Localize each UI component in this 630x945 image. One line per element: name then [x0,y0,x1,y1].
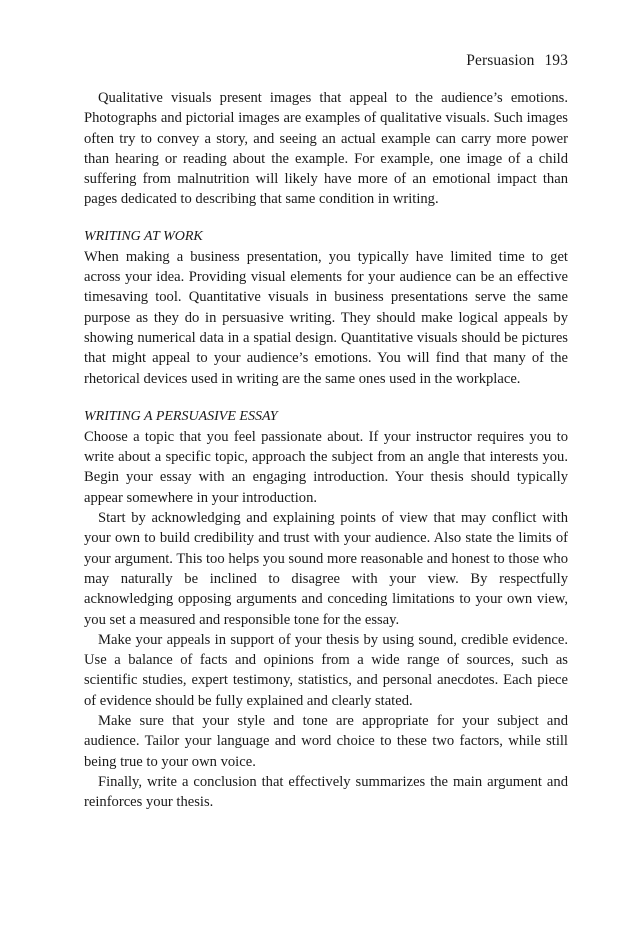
page-number: 193 [544,52,568,69]
intro-paragraph: Qualitative visuals present images that appeal to the audience’s emotions. Photographs and pictorial images are examples of qualitative visuals. Such images often try to convey a story, and seeing an actual example can carry more power than hearing or reading about the example. For example, one image of a child suffering from malnutrition will likely have more of an emotional impact than pages dedicated to describing that same condition in writing. [84,90,568,208]
essay-paragraph-4: Make sure that your style and tone are appropriate for your subject and audience. Tailor your language and word choice to these two factors, while still being true to your own voice. [84,713,568,770]
writing-at-work-paragraph: When making a business presentation, you typically have limited time to get across your idea. Providing visual elements for your audience can be an effective timesaving tool. Quantitative visuals in business presentations serve the same purpose as they do in persuasive writing. They should make logical appeals by showing numerical data in a spatial design. Quantitative visuals should be pictures that might appeal to your audience’s emotions. You will find that many of the rhetorical devices used in writing are the same ones used in the workplace. [84,248,568,387]
essay-paragraph-1: Choose a topic that you feel passionate about. If your instructor requires you to write about a specific topic, approach the subject from an angle that interests you. Begin your essay with an engaging introduction. Your thesis should typically appear somewhere in your introduction. [84,428,568,506]
essay-paragraph-2: Start by acknowledging and explaining points of view that may conflict with your own to build credibility and trust with your audience. Also state the limits of your argument. This too helps you sound more reasonable and honest to those who may naturally be inclined to disagree with your view. By respectfully acknowledging opposing arguments and conceding limitations to your own view, you set a measured and responsible tone for the essay. [84,510,568,628]
book-page [84,50,568,813]
persuasive-essay-heading: WRITING A PERSUASIVE ESSAY [84,408,278,424]
writing-at-work-heading: WRITING AT WORK [84,228,203,244]
essay-paragraph-3: Make your appeals in support of your thesis by using sound, credible evidence. Use a balance of facts and opinions from a wide range of sources, such as scientific studies, expert testimony, statistics, and personal anecdotes. Each piece of evidence should be fully explained and clearly stated. [84,631,568,709]
running-head [84,50,568,72]
essay-paragraph-5: Finally, write a conclusion that effectively summarizes the main argument and reinforces your thesis. [84,773,568,811]
running-head-title: Persuasion [466,52,535,69]
